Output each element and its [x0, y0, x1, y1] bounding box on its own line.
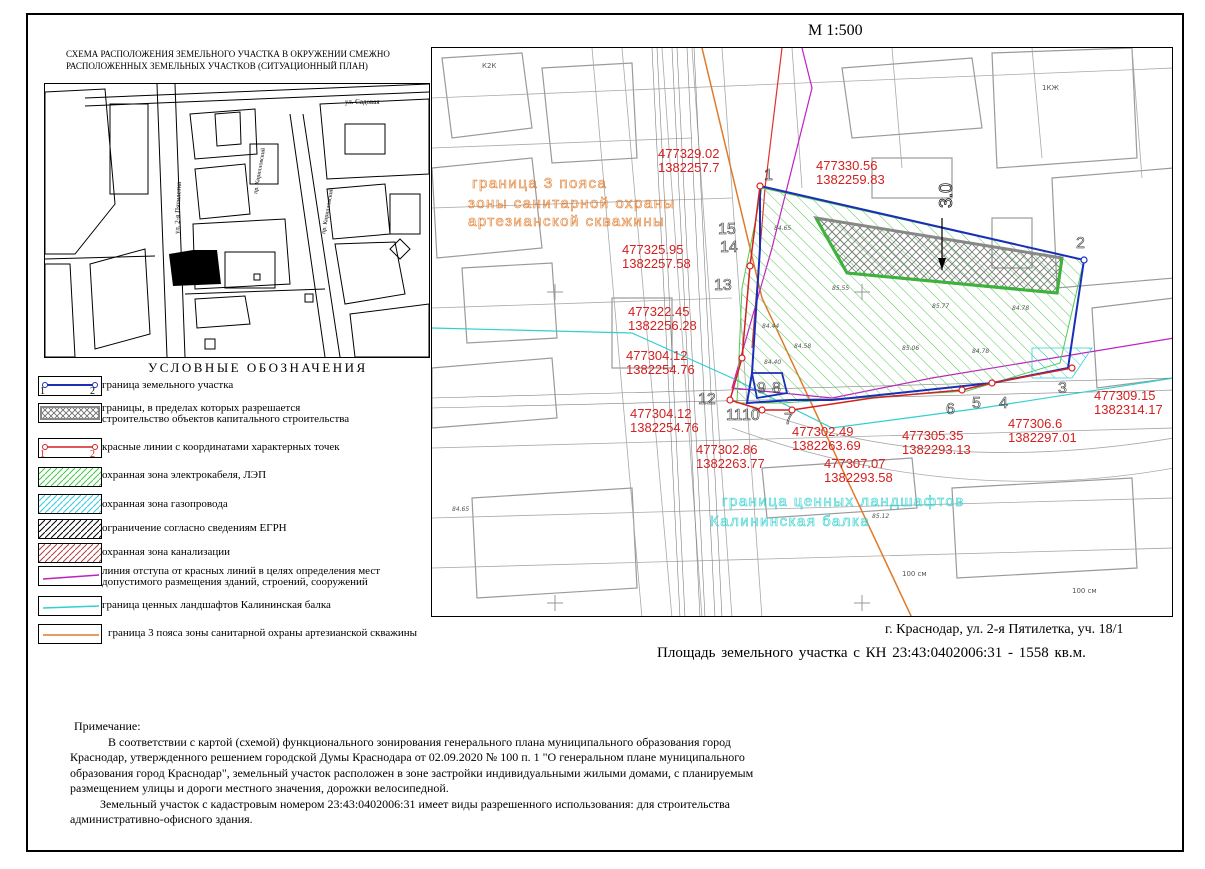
legend-label: охранная зона канализации	[102, 546, 231, 558]
coord-x: 477309.15	[1094, 388, 1156, 403]
coord-y: 1382293.13	[902, 442, 971, 457]
legend-label: ограничение согласно сведениям ЕГРН	[102, 522, 287, 534]
coord-x: 477302.49	[792, 424, 854, 439]
legend-num: 1	[40, 449, 45, 458]
coord-x: 477304.12	[626, 348, 688, 363]
inset-plot-marker	[169, 250, 221, 286]
point-number: 13	[714, 277, 732, 294]
coord-x: 477307.07	[824, 456, 886, 471]
note-line: Земельный участок с кадастровым номером 23:43:0402006:31 имеет виды разрешенного использования: для строительства	[100, 796, 730, 811]
legend-label-line: границы, в пределах которых разрешается	[102, 402, 301, 414]
legend-label-line: линия отступа от красных линий в целях определения мест	[102, 565, 381, 577]
legend-swatch	[38, 467, 102, 487]
note-line: административно-офисного здания.	[70, 812, 253, 826]
inset-street-label: пр. Кирилловский	[253, 147, 268, 195]
sanitary-zone-label: граница 3 пояса	[472, 175, 608, 192]
legend-label: охранная зона электрокабеля, ЛЭП	[102, 469, 267, 481]
legend-label: красные линии с координатами характерных точек	[102, 441, 340, 453]
inset-street-label: пр. Кирилловский	[321, 187, 336, 235]
coord-x: 477329.02	[658, 146, 720, 161]
coord-y: 1382263.77	[696, 456, 765, 471]
point-number: 4	[999, 395, 1008, 412]
elevation-mark: 84.58	[794, 343, 812, 350]
legend-swatch	[38, 494, 102, 514]
point-number: 15	[718, 221, 736, 238]
point-number: 2	[1076, 235, 1085, 252]
offset-distance-label: 3.0	[936, 182, 956, 208]
point-number: 9	[757, 380, 766, 397]
coord-y: 1382259.83	[816, 172, 885, 187]
point-number: 7	[784, 411, 793, 428]
legend-swatch	[38, 403, 102, 423]
point-number: 3	[1058, 380, 1067, 397]
legend-label-line: строительство объектов капитального строительства	[102, 413, 350, 425]
landscape-label: граница ценных ландшафтов	[722, 493, 965, 510]
note-block	[70, 719, 870, 828]
map-mark: 100 см	[902, 570, 927, 578]
legend-swatch	[38, 519, 102, 539]
elevation-mark: 84.78	[1012, 305, 1030, 312]
coord-y: 1382297.01	[1008, 430, 1077, 445]
legend-gas-zone	[38, 494, 438, 516]
map-scale: М 1:500	[808, 22, 863, 39]
elevation-mark: 85.12	[872, 513, 890, 520]
point-number: 1	[764, 167, 773, 184]
sanitary-zone-label: зоны санитарной охраны	[468, 195, 676, 212]
inset-street-label: ул. Садовая	[345, 98, 380, 106]
title-line: РАСПОЛОЖЕННЫХ ЗЕМЕЛЬНЫХ УЧАСТКОВ (СИТУАЦИОННЫЙ ПЛАН)	[66, 61, 368, 71]
landscape-label: Калининская балка	[710, 513, 871, 530]
point-number: 8	[772, 380, 781, 397]
elevation-mark: 84.65	[452, 506, 470, 513]
legend-landscape-boundary	[38, 596, 438, 618]
coord-x: 477302.86	[696, 442, 758, 457]
elevation-mark: 84.40	[764, 359, 782, 366]
note-heading: Примечание:	[74, 719, 141, 733]
point-number: 6	[946, 401, 955, 418]
point-number: 12	[698, 391, 716, 408]
coord-x: 477322.45	[628, 304, 690, 319]
point-number: 14	[720, 239, 738, 256]
legend-power-zone	[38, 467, 438, 489]
inset-map-drawing	[45, 84, 429, 357]
coord-x: 477305.35	[902, 428, 964, 443]
legend-swatch	[38, 624, 102, 644]
coord-y: 1382257.7	[658, 160, 720, 175]
note-line: Краснодар, утвержденного решением городской Думы Краснодара от 02.09.2020 № 100 п. 1 "О генеральном плане муниципального	[70, 750, 745, 764]
coord-y: 1382257.58	[622, 256, 691, 271]
main-map-drawing	[432, 48, 1173, 617]
coord-x: 477304.12	[630, 406, 692, 421]
legend-sewer-zone	[38, 543, 438, 565]
legend-label	[102, 403, 349, 425]
plot-address: г. Краснодар, ул. 2-я Пятилетка, уч. 18/1	[885, 622, 1124, 637]
legend-title: УСЛОВНЫЕ ОБОЗНАЧЕНИЯ	[148, 360, 368, 375]
legend-plot-boundary	[38, 376, 438, 398]
legend-red-lines	[38, 438, 438, 460]
legend-swatch	[38, 438, 102, 458]
legend-num: 2	[90, 449, 95, 458]
coord-x: 477330.56	[816, 158, 878, 173]
note-line: В соответствии с картой (схемой) функционального зонирования генерального плана муниципального образования город	[108, 734, 731, 749]
legend-swatch	[38, 566, 102, 586]
coord-x: 477325.95	[622, 242, 684, 257]
legend-swatch	[38, 543, 102, 563]
sanitary-zone-label: артезианской скважины	[468, 213, 666, 230]
legend-building-limit	[38, 403, 438, 425]
title-line: СХЕМА РАСПОЛОЖЕНИЯ ЗЕМЕЛЬНОГО УЧАСТКА В ОКРУЖЕНИИ СМЕЖНО	[66, 49, 390, 59]
elevation-mark: 85.77	[932, 303, 950, 310]
legend-swatch	[38, 596, 102, 616]
legend-egrn-restriction	[38, 519, 438, 541]
legend-label	[102, 566, 380, 588]
legend-swatch	[38, 376, 102, 396]
coord-y: 1382256.28	[628, 318, 697, 333]
legend-label: граница 3 пояса зоны санитарной охраны артезианской скважины	[108, 627, 418, 639]
inset-street-label: ул. 2-я Пятилетка	[173, 181, 183, 235]
map-mark: 100 см	[1072, 587, 1097, 595]
legend-sanitary-zone	[38, 624, 438, 646]
legend-label: охранная зона газопровода	[102, 498, 228, 510]
situation-inset-map	[44, 83, 430, 358]
legend-num: 2	[90, 386, 95, 396]
legend-label: граница земельного участка	[102, 379, 234, 391]
elevation-mark: 84.78	[972, 348, 990, 355]
point-number: 5	[972, 395, 981, 412]
coord-y: 1382293.58	[824, 470, 893, 485]
legend-label: граница ценных ландшафтов Калининская балка	[102, 599, 331, 611]
coord-y: 1382314.17	[1094, 402, 1163, 417]
scheme-title	[66, 48, 406, 72]
coord-y: 1382263.69	[792, 438, 861, 453]
note-line: размещением улицы и дороги местного значения, дорожки велосипедной.	[70, 781, 449, 795]
note-line: образования город Краснодар", земельный участок расположен в зоне застройки индивидуальными жилыми домами, с планируемым	[70, 765, 754, 780]
elevation-mark: 84.44	[762, 323, 780, 330]
map-mark: К2К	[482, 62, 497, 70]
coord-y: 1382254.76	[626, 362, 695, 377]
legend-setback-line	[38, 566, 438, 588]
elevation-mark: 85.55	[832, 285, 850, 292]
point-number: 10	[742, 407, 760, 424]
legend-label-line: допустимого размещения зданий, строений, сооружений	[102, 576, 368, 588]
elevation-mark: 85.06	[902, 345, 920, 352]
map-mark: 1КЖ	[1042, 84, 1059, 92]
coord-x: 477306.6	[1008, 416, 1063, 431]
elevation-mark: 84.65	[774, 225, 792, 232]
legend-num: 1	[40, 386, 45, 396]
coord-y: 1382254.76	[630, 420, 699, 435]
main-map	[431, 47, 1173, 617]
plot-area: Площадь земельного участка с КН 23:43:0402006:31 - 1558 кв.м.	[657, 645, 1086, 661]
point-number: 11	[726, 407, 743, 424]
